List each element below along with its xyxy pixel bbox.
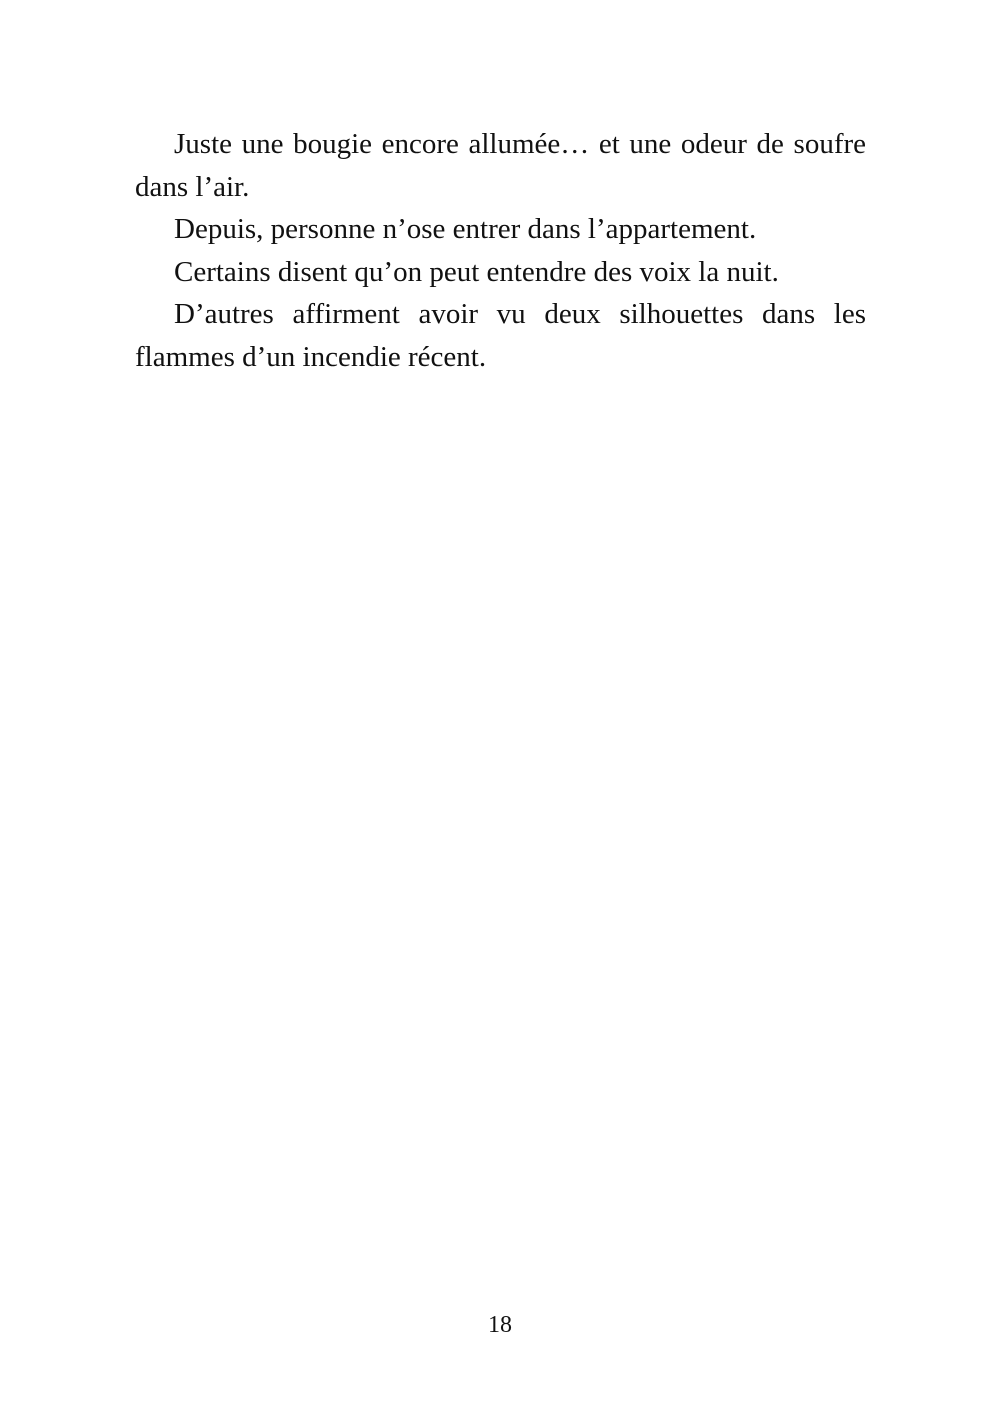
paragraph: Depuis, personne n’ose entrer dans l’appartement. [174,213,757,245]
page-number: 18 [488,1312,512,1338]
paragraph: Certains disent qu’on peut entendre des voix la nuit. [174,255,779,288]
body-text [135,123,866,378]
paragraph: Juste une bougie encore allumée… et une odeur de soufre dans l’air. [135,128,866,203]
paragraph: D’autres affirment avoir vu deux silhouettes dans les flammes d’un incendie récent. [135,298,866,373]
